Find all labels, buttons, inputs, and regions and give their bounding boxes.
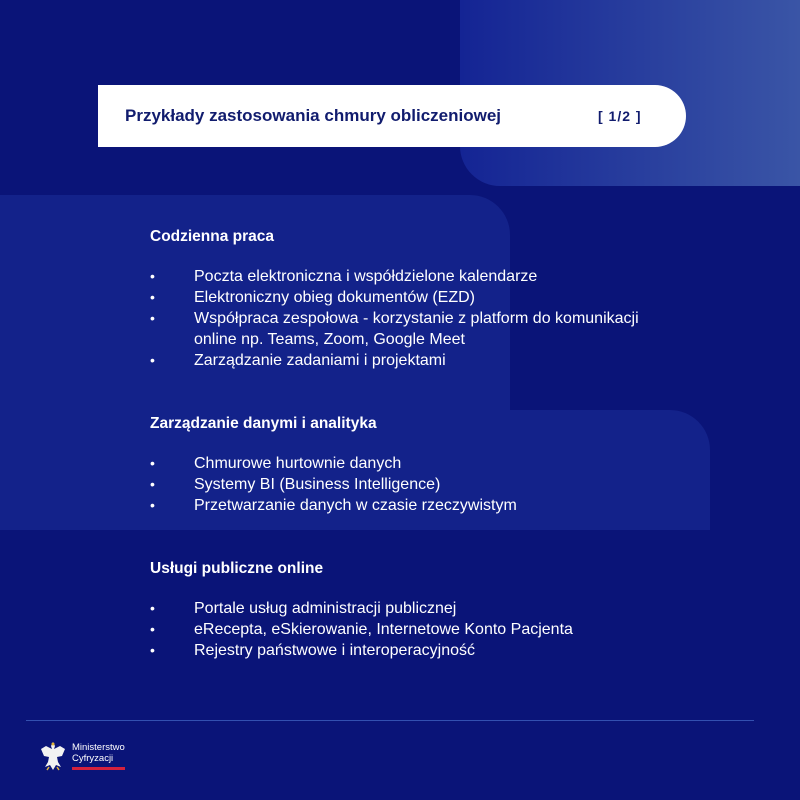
list-item: • Przetwarzanie danych w czasie rzeczywistym: [150, 495, 670, 516]
section-list: [150, 598, 670, 661]
list-item: • Rejestry państwowe i interoperacyjność: [150, 640, 670, 661]
section-list: [150, 266, 670, 371]
title-banner: [98, 85, 686, 147]
list-item: • Chmurowe hurtownie danych: [150, 453, 670, 474]
list-item: • Zarządzanie zadaniami i projektami: [150, 350, 670, 371]
section-heading: Usługi publiczne online: [150, 560, 324, 577]
list-item: • Współpraca zespołowa - korzystanie z platform do komunikacji online np. Teams, Zoom, Google Meet: [150, 308, 660, 350]
eagle-emblem-icon: [40, 740, 66, 772]
list-item: • Poczta elektroniczna i współdzielone kalendarze: [150, 266, 670, 287]
section-heading: Codzienna praca: [150, 228, 275, 245]
list-item: • Systemy BI (Business Intelligence): [150, 474, 670, 495]
page-indicator: [ 1/2 ]: [598, 108, 642, 124]
logo-line1: Ministerstwo: [72, 742, 125, 753]
content: [150, 228, 670, 705]
section-list: [150, 453, 670, 516]
list-item: • Elektroniczny obieg dokumentów (EZD): [150, 287, 670, 308]
ministry-logo: [40, 740, 125, 772]
logo-line2: Cyfryzacji: [72, 753, 114, 764]
page-title: Przykłady zastosowania chmury obliczeniowej: [125, 106, 502, 125]
footer-divider: [26, 720, 754, 721]
list-item: • eRecepta, eSkierowanie, Internetowe Konto Pacjenta: [150, 619, 670, 640]
list-item: • Portale usług administracji publicznej: [150, 598, 670, 619]
section-heading: Zarządzanie danymi i analityka: [150, 415, 377, 432]
